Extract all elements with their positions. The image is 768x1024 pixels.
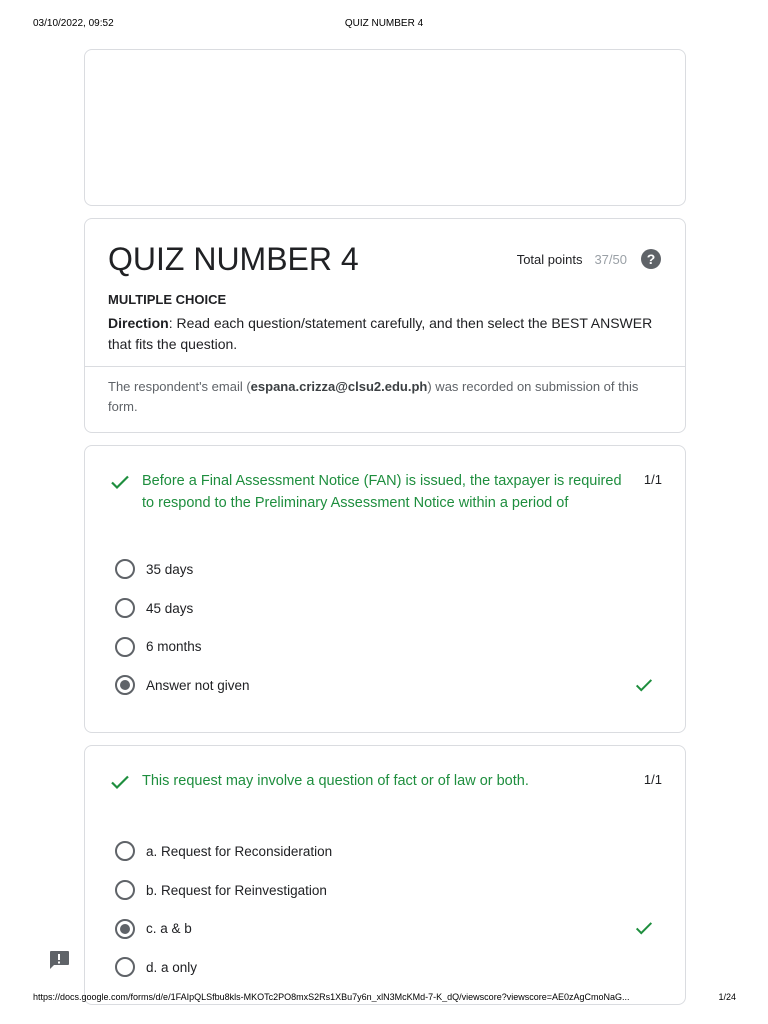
email-suffix: ) was recorded on submission of this form. [108, 379, 639, 414]
option-item[interactable] [115, 627, 655, 666]
email-prefix: The respondent's email ( [108, 379, 251, 394]
option-label: 45 days [146, 600, 194, 616]
option-label: 35 days [146, 561, 194, 577]
radio-button-selected[interactable] [115, 919, 135, 939]
option-item[interactable] [115, 550, 655, 589]
page-number: 1/24 [718, 992, 736, 1002]
option-label: b. Request for Reinvestigation [146, 882, 327, 898]
option-item[interactable] [115, 871, 655, 910]
option-item[interactable] [115, 666, 655, 705]
radio-button[interactable] [115, 559, 135, 579]
options-list [115, 550, 655, 705]
correct-check-icon [633, 674, 655, 696]
total-points-label: Total points [516, 251, 583, 267]
direction-text [108, 313, 668, 355]
option-label: 6 months [146, 639, 202, 655]
radio-button[interactable] [115, 880, 135, 900]
question-header [108, 470, 662, 514]
page-url: https://docs.google.com/forms/d/e/1FAIpQLSfbu8kls-MKOTc2PO8mxS2Rs1XBu7y6n_xlN3McKMd-7-K_dQ/viewscore?viewscore=AE0zAgCmoNaG... [33, 992, 630, 1002]
total-points [517, 249, 661, 269]
option-item[interactable] [115, 589, 655, 628]
print-title: QUIZ NUMBER 4 [344, 18, 424, 29]
radio-button[interactable] [115, 598, 135, 618]
divider [85, 366, 685, 367]
option-item[interactable] [115, 909, 655, 948]
question-score: 1/1 [643, 472, 662, 487]
print-header [0, 18, 768, 32]
respondent-email: espana.crizza@clsu2.edu.ph [250, 379, 428, 394]
correct-check-icon [633, 917, 655, 939]
option-item[interactable] [115, 832, 655, 871]
question-header [108, 770, 662, 794]
direction-label: Direction [108, 315, 169, 331]
total-points-value: 37/50 [594, 251, 627, 267]
form-header-card [84, 218, 686, 433]
radio-button[interactable] [115, 841, 135, 861]
direction-body: : Read each question/statement carefully, and then select the BEST ANSWER that fits the question. [108, 315, 653, 352]
help-icon[interactable]: ? [641, 249, 661, 269]
option-label: Answer not given [146, 677, 250, 693]
print-date: 03/10/2022, 09:52 [33, 18, 114, 29]
option-label: c. a & b [146, 921, 192, 937]
section-label: MULTIPLE CHOICE [108, 292, 227, 307]
report-issue-icon[interactable] [48, 950, 70, 970]
question-card-1 [84, 445, 686, 733]
question-text: This request may involve a question of fact or of law or both. [142, 773, 529, 789]
email-note [108, 377, 668, 417]
radio-button[interactable] [115, 957, 135, 977]
question-score: 1/1 [643, 772, 662, 787]
option-label: d. a only [146, 959, 198, 975]
check-icon [108, 470, 132, 494]
radio-button-selected[interactable] [115, 675, 135, 695]
option-item[interactable] [115, 948, 655, 987]
print-footer [0, 992, 768, 1006]
options-list [115, 832, 655, 987]
question-card-2 [84, 745, 686, 1005]
header-image-card [84, 49, 686, 206]
radio-button[interactable] [115, 637, 135, 657]
option-label: a. Request for Reconsideration [146, 843, 333, 859]
page-title: QUIZ NUMBER 4 [108, 241, 359, 277]
question-text: Before a Final Assessment Notice (FAN) is issued, the taxpayer is required to respond to the Preliminary Assessment Notice within a period of [142, 473, 622, 511]
check-icon [108, 770, 132, 794]
